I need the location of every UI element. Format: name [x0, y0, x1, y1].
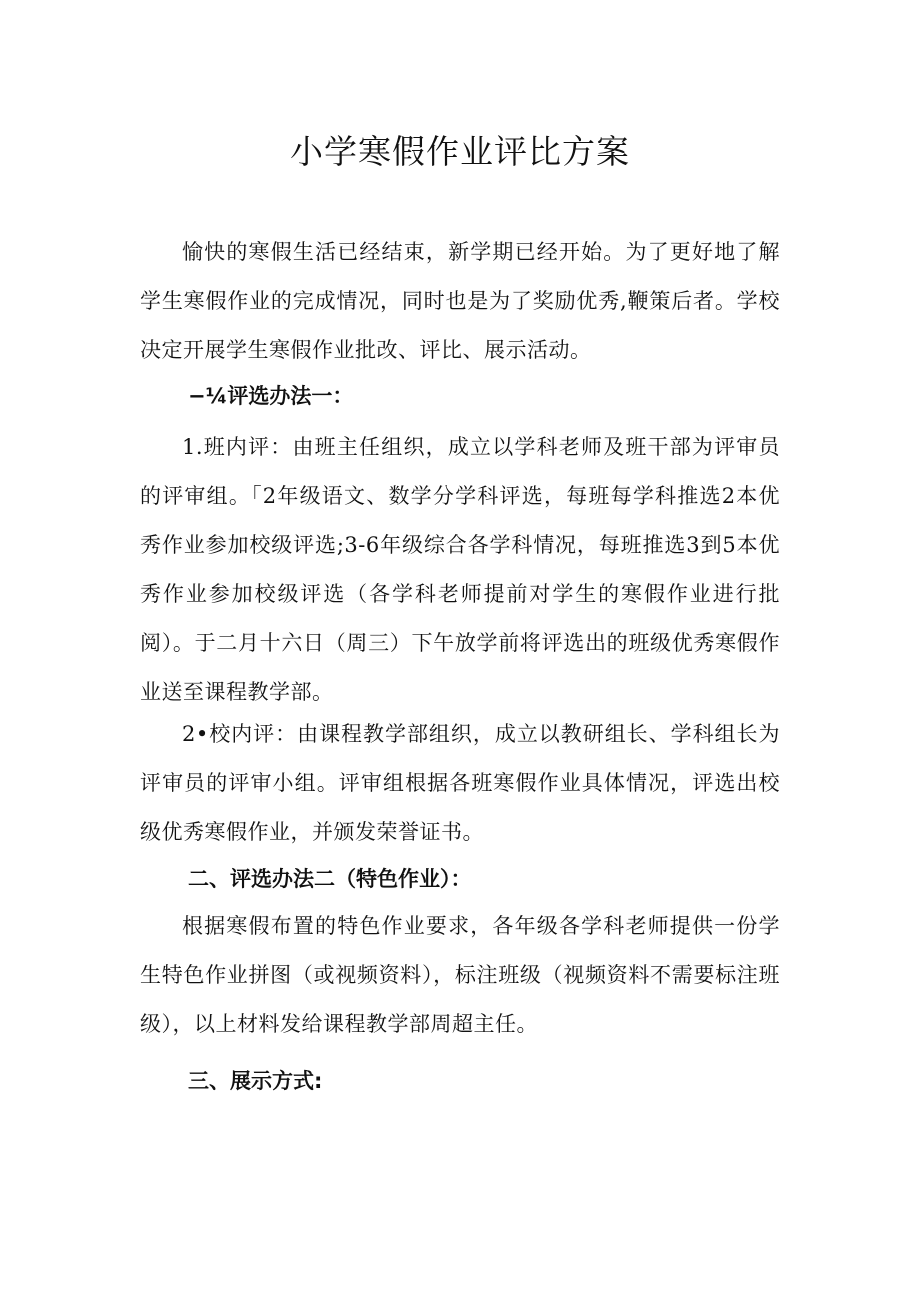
- document-title: 小学寒假作业评比方案: [290, 132, 630, 171]
- item-2-paragraph: 2•校内评：由课程教学部组织，成立以教研组长、学科组长为评审员的评审小组。评审组根据各班寒假作业具体情况，评选出校级优秀寒假作业，并颁发荣誉证书。: [140, 722, 780, 844]
- intro-paragraph: 愉快的寒假生活已经结束，新学期已经开始。为了更好地了解学生寒假作业的完成情况，同时也是为了奖励优秀,鞭策后者。学校决定开展学生寒假作业批改、评比、展示活动。: [140, 240, 780, 362]
- item-1-paragraph: 1.班内评：由班主任组织，成立以学科老师及班干部为评审员的评审组。「2年级语文、数学分学科评选，每班每学科推选2本优秀作业参加校级评选;3-6年级综合各学科情况，每班推选3到5本优秀作业参加校级评选（各学科老师提前对学生的寒假作业进行批阅）。于二月十六日（周三）下午放学前将评选出的班级优秀寒假作业送至课程教学部。: [140, 435, 780, 704]
- section-3-heading: 三、展示方式:: [188, 1069, 323, 1093]
- section-2-paragraph: 根据寒假布置的特色作业要求，各年级各学科老师提供一份学生特色作业拼图（或视频资料），标注班级（视频资料不需要标注班级），以上材料发给课程教学部周超主任。: [140, 914, 780, 1036]
- section-1-heading: −¼评选办法一：: [188, 384, 354, 408]
- section-2-heading: 二、评选办法二（特色作业）：: [188, 867, 472, 891]
